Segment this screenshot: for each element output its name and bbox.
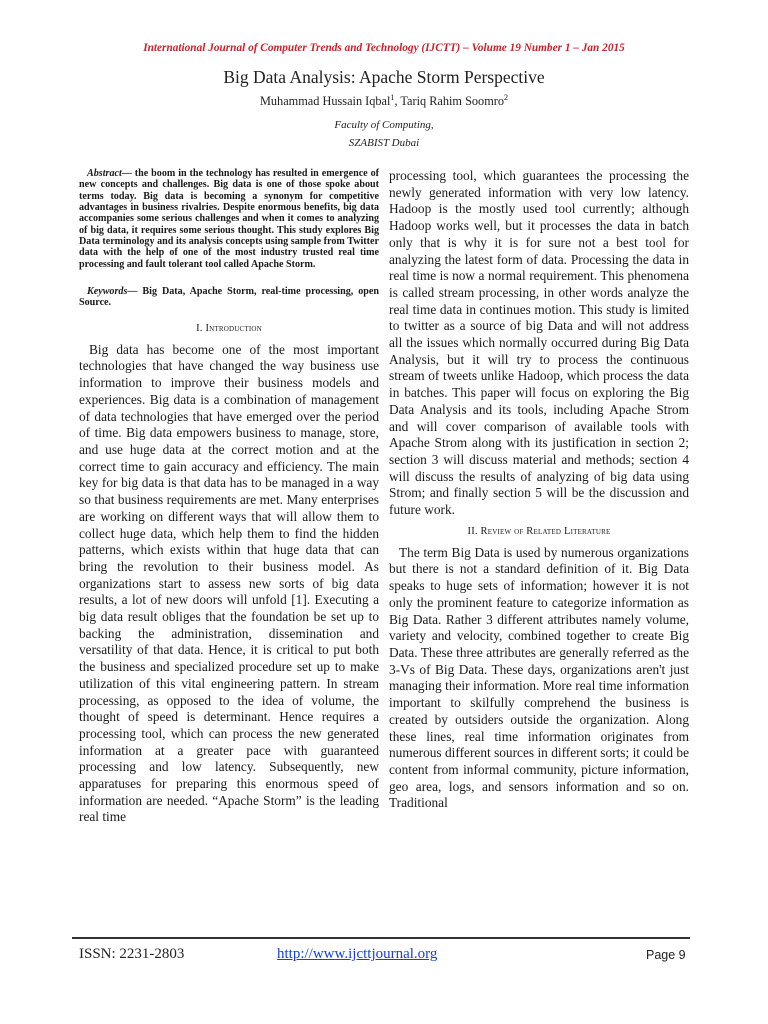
- keywords-text: — Big Data, Apache Storm, real-time processing, open Source.: [79, 286, 379, 309]
- affiliation-institution: SZABIST Dubai: [348, 137, 420, 149]
- section-heading-review: II. Review of Related Literature: [467, 525, 611, 537]
- abstract-label: Abstract: [87, 168, 122, 179]
- keywords-label: Keywords: [87, 286, 128, 298]
- review-paragraph: The term Big Data is used by numerous organizations but there is not a standard definition of it. Big Data speaks to huge sets of information; however it is not only the prominent feature to categorize information as Big Data. Rather 3 different attributes namely volume, variety and velocity, combined together to create Big Data. These three attributes are generally referred as the 3-Vs of Big Data. These days, organizations aren't just managing their information. More real time information important to skilfully comprehend the business is created by outsiders outside the organization. Along these lines, real time information originates from numerous different sources in different sorts; it could be content from informal community, picture information, geo area, logs, and sensors information and so on. Traditional: [389, 544, 689, 811]
- introduction-paragraph: Big data has become one of the most important technologies that have changed the way business use information to improve their business models and experiences. Big data is a combination of management of data technologies that have emerged over the period of time. Big data empowers business to manage, store, and use huge data at the correct motion and at the correct time to gain accuracy and efficiency. The main key for big data is that data has to be managed in a way so that business requirements are met. Many enterprises are working on different ways that will allow them to collect huge data, which help them to find the hidden patterns, which exists within that huge data that can bring the revolution to their business model. As organizations start to assess new sorts of big data results, a lot of new doors will unfold [1]. Executing a big data result obliges that the foundation be set up to backing the administration, dissemination and versatility of that data. Hence, it is critical to put both the business and specialized procedure set up to make utilization of this vital engineering pattern. In stream processing, as opposed to the idea of volume, the thought of speed is determinant. Hence requires a processing tool, which can process the new generated information at a greater pace with guaranteed processing and low latency. Subsequently, new apparatuses for preparing this enormous speed of information are needed. “Apache Storm” is the leading real time: [79, 341, 379, 825]
- footer-issn: ISSN: 2231-2803: [79, 946, 185, 962]
- right-column: [389, 168, 689, 812]
- left-column: [79, 168, 379, 826]
- footer-divider: [72, 937, 690, 939]
- author-1: Muhammad Hussain Iqbal: [259, 94, 391, 109]
- author-2-affil-mark: 2: [504, 93, 509, 102]
- section-heading-introduction: I. Introduction: [196, 322, 262, 334]
- journal-website-link[interactable]: http://www.ijcttjournal.org: [277, 946, 438, 962]
- author-1-affil-mark: 1: [390, 93, 395, 102]
- author-2: , Tariq Rahim Soomro: [394, 94, 505, 109]
- page-number: Page 9: [646, 948, 686, 962]
- paper-title: Big Data Analysis: Apache Storm Perspective: [223, 67, 545, 87]
- abstract: [79, 168, 379, 270]
- introduction-continued: processing tool, which guarantees the processing the newly generated information with very low latency. Hadoop is the mostly used tool currently; although Hadoop works well, but it processes the data in batch only that is why it is for sure not a best tool for analyzing the latest form of data. Processing the data in real time is now a normal requirement. This phenomena is called stream processing, in other words analyze the real time data in continues motion. This study is limited to twitter as a source of big Data and will not address all the issues which normally occurred during Big Data Analysis, but it will try to process the continuous stream of tweets unlike Hadoop, which process the data in batches. This paper will focus on exploring the Big Data Analysis and its tools, including Apache Strom and will cover comparison of available tools with Apache Strom along with its justification in section 2; section 3 will discuss material and methods; section 4 will discuss the results of analyzing of big data using Strom; and finally section 5 will be the discussion and future work.: [389, 168, 689, 518]
- keywords: [79, 286, 379, 309]
- abstract-text: — the boom in the technology has resulted in emergence of new concepts and challenges. Big data is one of those spoke about terms today. Big data is becoming a synonym for competitive advantages in business rivalries. Despite enormous benefits, big data accompanies some serious challenges and when it comes to analyzing of big data, it requires some serious thought. This study explores Big Data terminology and its analysis concepts using sample from Twitter data with the help of one of the most industry trusted real time processing and fault tolerant tool called Apache Storm.: [79, 168, 379, 270]
- affiliation-faculty: Faculty of Computing,: [334, 119, 434, 131]
- author-line: [0, 93, 768, 109]
- journal-header: International Journal of Computer Trends and Technology (IJCTT) – Volume 19 Number 1 – Jan 2015: [143, 42, 625, 54]
